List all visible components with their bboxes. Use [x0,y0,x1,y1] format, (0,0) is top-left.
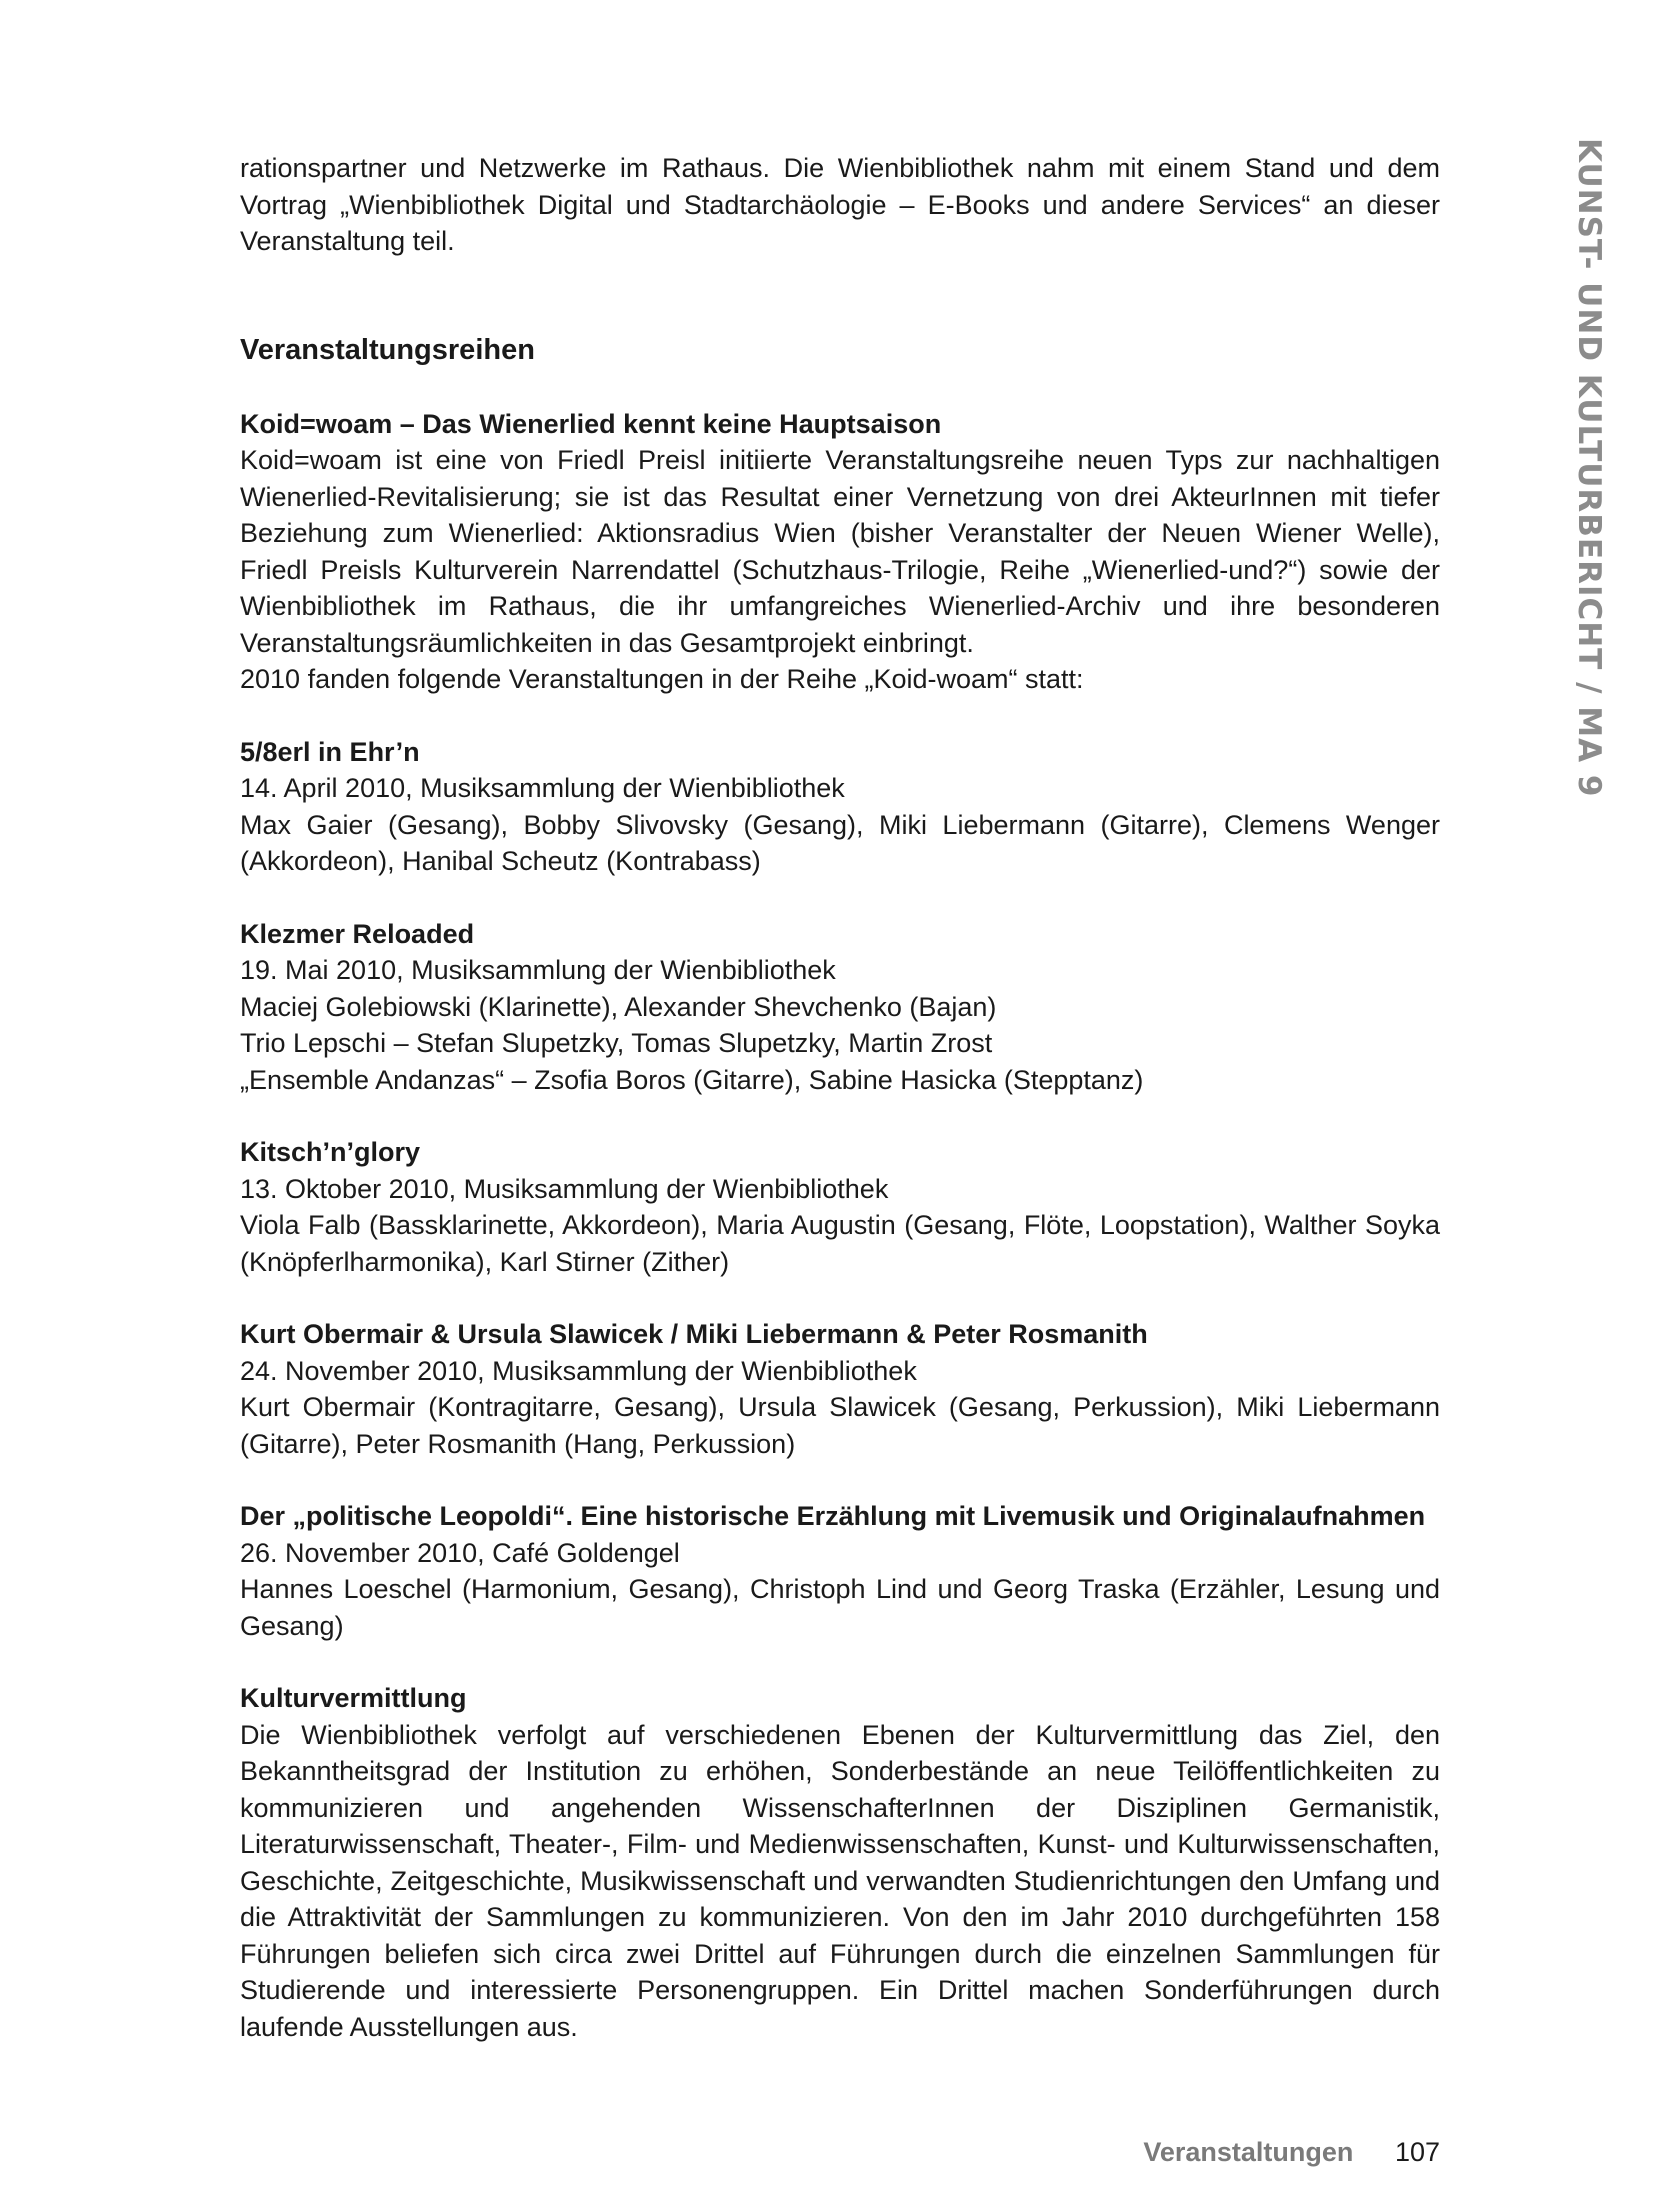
event-item [240,1498,1440,1644]
kulturvermittlung-section [240,1680,1440,2045]
footer-section-label: Veranstaltungen [1143,2137,1354,2167]
page-footer [1143,2134,1440,2170]
event-item [240,916,1440,1099]
sidebar-running-title [1565,138,1615,798]
event-date: 14. April 2010, Musiksammlung der Wienbibliothek [240,773,845,803]
koid-woam-summary: 2010 fanden folgende Veranstaltungen in der Reihe „Koid-woam“ statt: [240,664,1084,694]
event-performers: „Ensemble Andanzas“ – Zsofia Boros (Gitarre), Sabine Hasicka (Stepptanz) [240,1064,1144,1095]
event-performers: Maciej Golebiowski (Klarinette), Alexander Shevchenko (Bajan) [240,991,997,1022]
event-date: 26. November 2010, Café Goldengel [240,1537,680,1568]
event-title: 5/8erl in Ehr’n [240,736,420,767]
event-date: 19. Mai 2010, Musiksammlung der Wienbibliothek [240,955,836,985]
kulturvermittlung-body: Die Wienbibliothek verfolgt auf verschiedenen Ebenen der Kulturvermittlung das Ziel, den Bekanntheitsgrad der Institution zu erhöhen, Sonderbestände an neue Teilöffentlichkeiten zu kommunizieren und angehenden WissenschafterInnen der Disziplinen Germanistik, Literaturwissenschaft, Theater-, Film- und Medienwissenschaften, Kunst- und Kulturwissenschaften, Geschichte, Zeitgeschichte, Musikwissenschaft und verwandten Studienrichtungen den Umfang und die Attraktivität der Sammlungen zu kommunizieren. Von den im Jahr 2010 durchgeführten 158 Führungen beliefen sich circa zwei Drittel auf Führungen durch die einzelnen Sammlungen für Studierende und interessierte Personengruppen. Ein Drittel machen Sonderführungen durch laufende Ausstellungen aus. [240,1719,1440,2042]
koid-woam-title: Koid=woam – Das Wienerlied kennt keine Hauptsaison [240,408,942,439]
event-performers: Trio Lepschi – Stefan Slupetzky, Tomas Slupetzky, Martin Zrost [240,1028,993,1058]
koid-woam-body: Koid=woam ist eine von Friedl Preisl initiierte Veranstaltungsreihe neuen Typs zur nachhaltigen Wienerlied-Revitalisierung; sie ist das Resultat einer Vernetzung von drei AkteurInnen mit tiefer Beziehung zum Wienerlied: Aktionsradius Wien (bisher Veranstalter der Neuen Wiener Welle), Friedl Preisls Kulturverein Narrendattel (Schutzhaus-Trilogie, Reihe „Wienerlied-und?“) sowie der Wienbibliothek im Rathaus, die ihr umfangreiches Wienerlied-Archiv und ihre besonderen Veranstaltungsräumlichkeiten in das Gesamtprojekt einbringt. [240,445,1440,658]
event-performers: Kurt Obermair (Kontragitarre, Gesang), Ursula Slawicek (Gesang, Perkussion), Miki Liebermann (Gitarre), Peter Rosmanith (Hang, Perkussion) [240,1392,1440,1459]
event-performers: Hannes Loeschel (Harmonium, Gesang), Christoph Lind und Georg Traska (Erzähler, Lesung und Gesang) [240,1574,1440,1641]
event-date: 24. November 2010, Musiksammlung der Wienbibliothek [240,1355,917,1386]
event-performers: Max Gaier (Gesang), Bobby Slivovsky (Gesang), Miki Liebermann (Gitarre), Clemens Wenger (Akkordeon), Hanibal Scheutz (Kontrabass) [240,809,1440,876]
section-heading: Veranstaltungsreihen [240,333,535,366]
event-title: Klezmer Reloaded [240,918,475,949]
page-content [240,150,1440,2081]
sidebar-title-text: KUNST- UND KULTURBERICHT / MA 9 [1571,138,1607,798]
kulturvermittlung-title: Kulturvermittlung [240,1683,467,1713]
event-item [240,734,1440,880]
event-title: Kitsch’n’glory [240,1137,421,1167]
event-performers: Viola Falb (Bassklarinette, Akkordeon), Maria Augustin (Gesang, Flöte, Loopstation), Walther Soyka (Knöpferlharmonika), Karl Stirner (Zither) [240,1210,1440,1277]
event-date: 13. Oktober 2010, Musiksammlung der Wienbibliothek [240,1173,889,1204]
event-title: Der „politische Leopoldi“. Eine historische Erzählung mit Livemusik und Originalaufnahmen [240,1501,1426,1531]
intro-paragraph: rationspartner und Netzwerke im Rathaus. Die Wienbibliothek nahm mit einem Stand und dem Vortrag „Wienbibliothek Digital und Stadtarchäologie – E-Books und andere Services“ an dieser Veranstaltung teil. [240,153,1440,256]
event-item [240,1316,1440,1462]
page-number: 107 [1394,2137,1440,2167]
koid-woam-section [240,406,1440,698]
event-item [240,1134,1440,1280]
event-title: Kurt Obermair & Ursula Slawicek / Miki Liebermann & Peter Rosmanith [240,1319,1148,1349]
